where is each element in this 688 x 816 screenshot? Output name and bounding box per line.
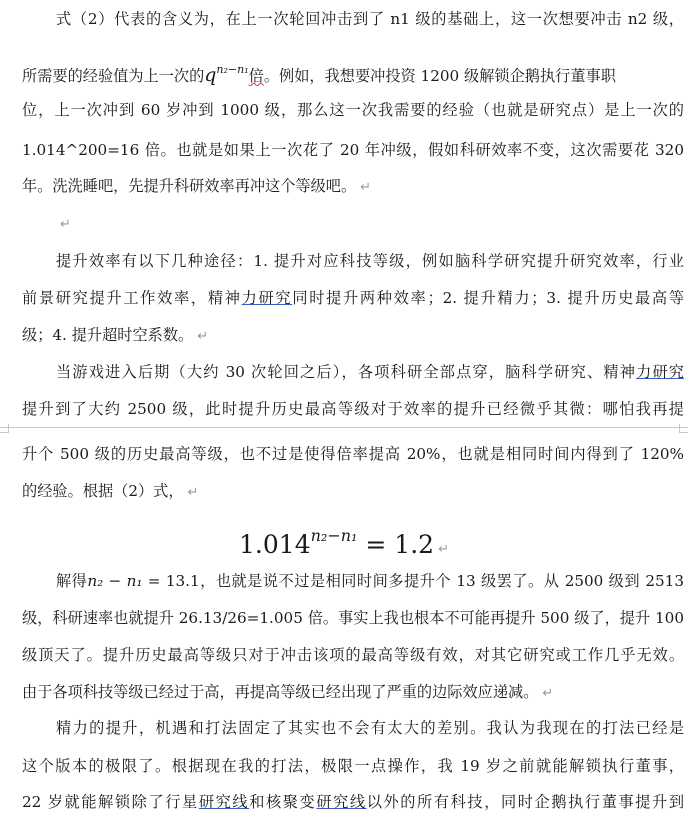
para4-line4: 由于各项科技等级已经过于高，再提高等级已经出现了严重的边际效应递减。 ↵ [22,683,554,701]
empty-paragraph [56,213,684,235]
paragraph-mark: ↵ [197,329,209,344]
para3-line2: 提升到了大约 2500 级，此时提升历史最高等级对于效率的提升已经微乎其微：哪怕我再提 [22,400,684,418]
paragraph-mark: ↵ [438,542,449,557]
paragraph-mark: ↵ [542,686,554,701]
paragraph-mark: ↵ [360,180,372,195]
para5-line2: 这个版本的极限了。根据现在我的打法，极限一点操作，我 19 岁之前就能解锁执行董事， [22,757,684,775]
para5-line3: 22 岁就能解锁除了行星研究线和核聚变研究线以外的所有科技，同时企鹅执行董事提升到 [22,793,684,811]
paragraph-mark: ↵ [187,485,199,500]
para5-line1: 精力的提升，机遇和打法固定了其实也不会有太大的差别。我认为我现在的打法已经是 [56,719,684,737]
para1-line4: 1.014^200=16 倍。也就是如果上一次花了 20 年冲级，假如科研效率不变，这次需要花 320 [22,141,684,159]
para4-line2: 级，科研速率也就提升 26.13/26=1.005 倍。事实上我也根本不可能再提升 500 级了，提升 100 [22,609,684,627]
page-corner-left [0,424,9,433]
page-corner-right [679,424,688,433]
para1-line2: 所需要的经验值为上一次的$q^{n_2-n_1}$倍。例如，我想要冲投资 1200 级解锁企鹅执行董事职 [22,63,616,86]
para4-line1: 解得n₂ − n₁ = 13.1，也就是说不过是相同时间多提升个 13 级罢了。从 2500 级到 2513 [56,572,684,590]
para1-line1: 式（2）代表的含义为，在上一次轮回冲击到了 n1 级的基础上，这一次想要冲击 n2 级， [56,10,684,28]
page-break [0,427,688,428]
paragraph-mark: ↵ [60,217,71,232]
para3-line4: 的经验。根据（2）式， ↵ [22,482,199,500]
para3-line1: 当游戏进入后期（大约 30 次轮回之后），各项科研全部点穿，脑科学研究、精神力研究 [56,363,684,381]
para2-line2: 前景研究提升工作效率，精神力研究同时提升两种效率；2. 提升精力；3. 提升历史最高等 [22,289,684,307]
para3-line3: 升个 500 级的历史最高等级，也不过是使得倍率提高 20%，也就是相同时间内得到了 120% [22,445,684,463]
para1-line3: 位，上一次冲到 60 岁冲到 1000 级，那么这一次我需要的经验（也就是研究点）是上一次的 [22,101,684,119]
formula: $1.014^{n_2-n_1} = 1.2$ ↵ [239,526,449,559]
para4-line3: 级顶天了。提升历史最高等级只对于冲击该项的最高等级有效，对其它研究或工作几乎无效。 [22,646,684,664]
para2-line1: 提升效率有以下几种途径：1. 提升对应科技等级，例如脑科学研究提升研究效率，行业 [56,252,684,270]
para2-line3: 级；4. 提升超时空系数。 ↵ [22,326,209,344]
para1-line5: 年。洗洗睡吧，先提升科研效率再冲这个等级吧。 ↵ [22,177,372,195]
